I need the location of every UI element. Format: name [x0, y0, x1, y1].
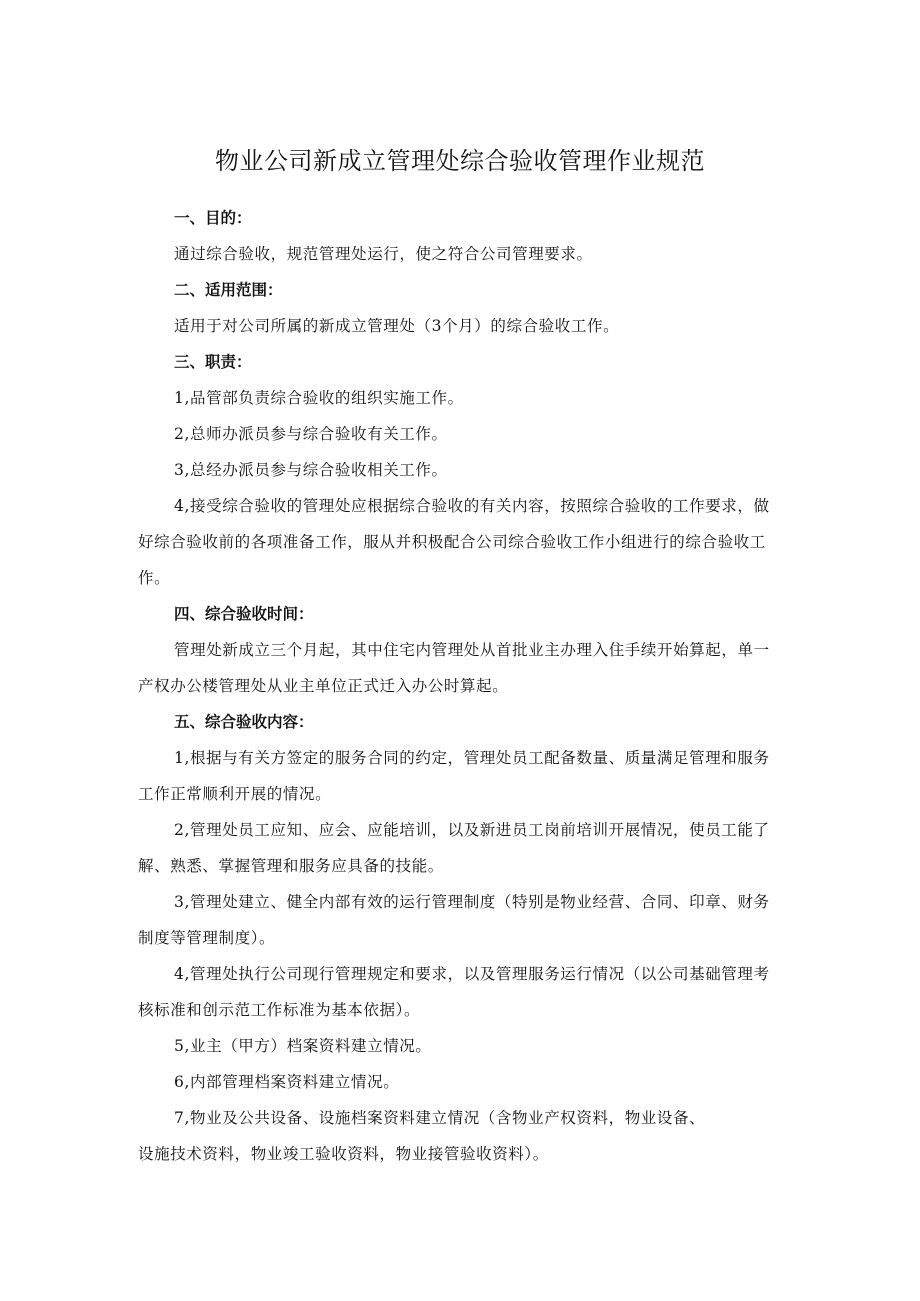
section-heading-purpose: 一、目的： — [174, 209, 252, 227]
duties-item: 3,总经办派员参与综合验收相关工作。 — [174, 461, 448, 479]
document-body — [138, 200, 784, 1172]
scope-text: 适用于对公司所属的新成立管理处（3个月）的综合验收工作。 — [174, 317, 620, 335]
content-item: 7,物业及公共设备、设施档案资料建立情况（含物业产权资料，物业设备、 — [174, 1109, 706, 1127]
section-heading-timing: 四、综合验收时间： — [174, 605, 314, 623]
section-heading-scope: 二、适用范围： — [174, 281, 283, 299]
content-item: 1,根据与有关方签定的服务合同的约定，管理处员工配备数量、质量满足管理和服务工作正常顺利开展的情况。 — [138, 749, 770, 803]
section-heading-duties: 三、职责： — [174, 353, 252, 371]
duties-item: 4,接受综合验收的管理处应根据综合验收的有关内容，按照综合验收的工作要求，做好综合验收前的各项准备工作，服从并积极配合公司综合验收工作小组进行的综合验收工作。 — [138, 497, 770, 587]
content-item-continuation: 设施技术资料，物业竣工验收资料，物业接管验收资料）。 — [138, 1145, 549, 1163]
purpose-text: 通过综合验收，规范管理处运行，使之符合公司管理要求。 — [174, 245, 593, 263]
page-title: 物业公司新成立管理处综合验收管理作业规范 — [215, 147, 705, 175]
content-item: 3,管理处建立、健全内部有效的运行管理制度（特别是物业经营、合同、印章、财务制度等管理制度）。 — [138, 893, 770, 947]
duties-item: 2,总师办派员参与综合验收有关工作。 — [174, 425, 448, 443]
section-heading-content: 五、综合验收内容： — [174, 713, 314, 731]
content-item: 2,管理处员工应知、应会、应能培训，以及新进员工岗前培训开展情况，使员工能了解、熟悉、掌握管理和服务应具备的技能。 — [138, 821, 770, 875]
timing-text: 管理处新成立三个月起，其中住宅内管理处从首批业主办理入住手续开始算起，单一产权办公楼管理处从业主单位正式迁入办公时算起。 — [138, 641, 770, 695]
content-item: 4,管理处执行公司现行管理规定和要求，以及管理服务运行情况（以公司基础管理考核标准和创示范工作标准为基本依据）。 — [138, 965, 770, 1019]
content-item: 6,内部管理档案资料建立情况。 — [174, 1073, 400, 1091]
duties-item: 1,品管部负责综合验收的组织实施工作。 — [174, 389, 464, 407]
content-item: 5,业主（甲方）档案资料建立情况。 — [174, 1037, 432, 1055]
